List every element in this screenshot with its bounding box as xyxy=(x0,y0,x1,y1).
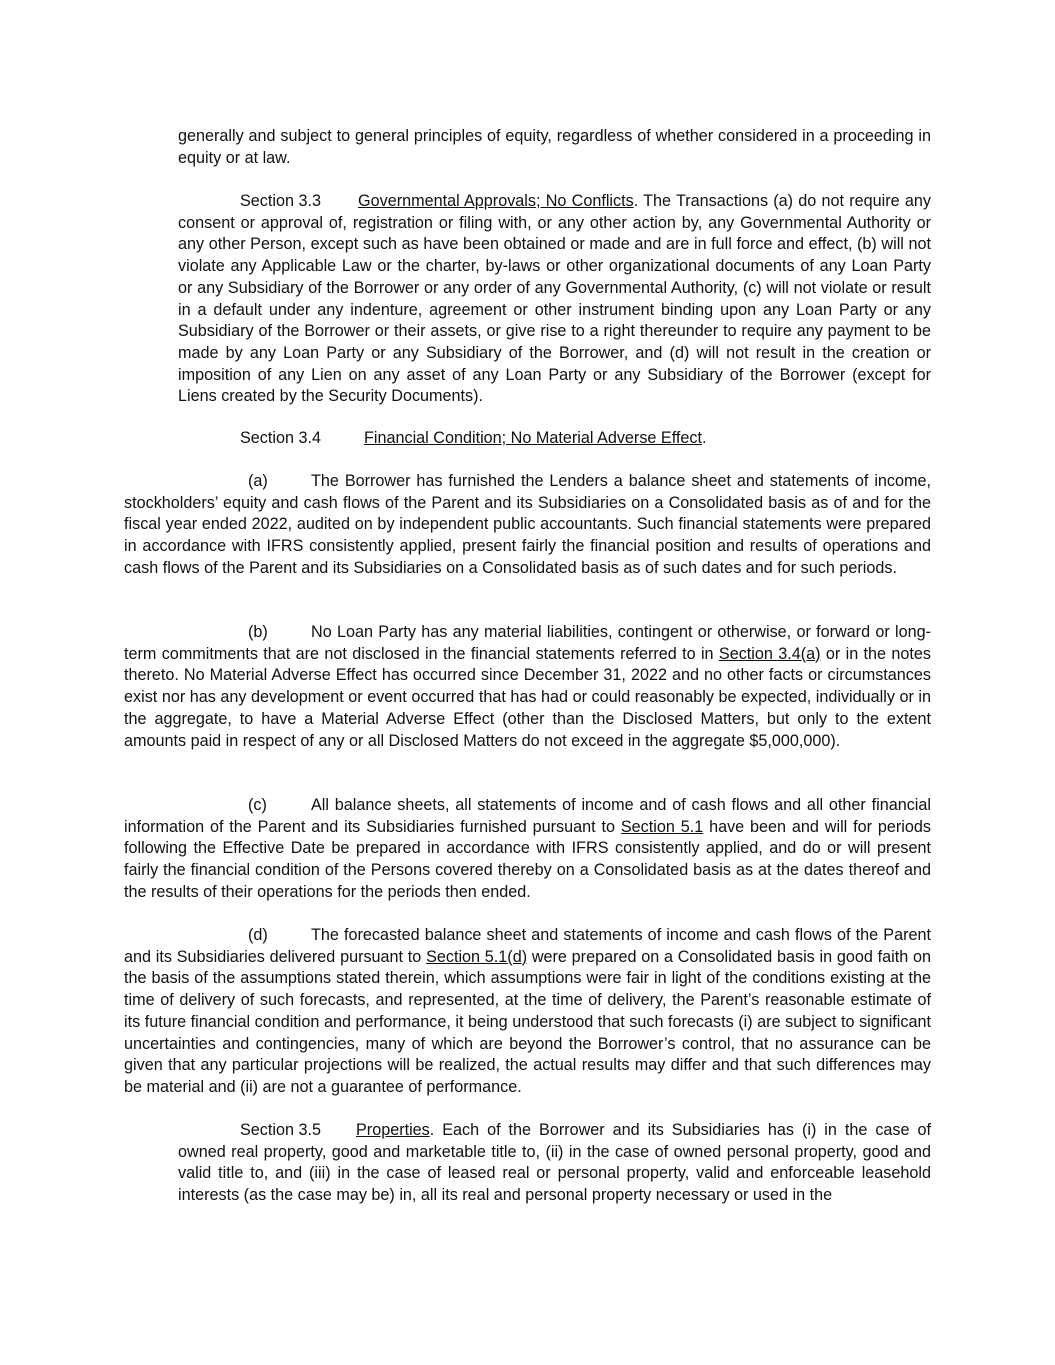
subsection-d xyxy=(124,925,931,1099)
paragraph-continuation xyxy=(178,126,931,169)
subsection-text: The Borrower has furnished the Lenders a balance sheet and statements of income, stockholders’ equity and cash flows of the Parent and its Subsidiaries on a Consolidated basis as of and for the fiscal year ended 2022, audited on by independent public accountants. Such financial statements were prepared in accordance with IFRS consistently applied, present fairly the financial position and results of operations and cash flows of the Parent and its Subsidiaries on a Consolidated basis as of such dates and for such periods. xyxy=(124,472,931,577)
subsection-label: (d) xyxy=(248,926,268,944)
section-heading: Properties xyxy=(356,1121,430,1139)
section-text: . The Transactions (a) do not require any consent or approval of, registration or filing with, or any other action by, any Governmental Authority or any other Person, except such as have been obtained or made and are in full force and effect, (b) will not violate any Applicable Law or the charter, by-laws or other organizational documents of any Loan Party or any Subsidiary of the Borrower or any order of any Governmental Authority, (c) will not violate or result in a default under any indenture, agreement or other instrument binding upon any Loan Party or any Subsidiary of the Borrower or their assets, or give rise to a right thereunder to require any payment to be made by any Loan Party or any Subsidiary of the Borrower, and (d) will not result in the creation or imposition of any Lien on any asset of any Loan Party or any Subsidiary of the Borrower (except for Liens created by the Security Documents). xyxy=(178,192,931,406)
section-number: Section 3.4 xyxy=(240,429,321,447)
subsection-text-before: The forecasted balance sheet and statements of income and cash flows of the Parent and its Subsidiaries delivered pursuant to xyxy=(124,926,931,966)
section-number: Section 3.5 xyxy=(240,1121,321,1139)
subsection-text-after: were prepared on a Consolidated basis in good faith on the basis of the assumptions stated therein, which assumptions were fair in light of the conditions existing at the time of delivery of such forecasts, and represented, at the time of delivery, the Parent’s reasonable estimate of its future financial condition and performance, it being understood that such forecasts (i) are subject to significant uncertainties and contingencies, many of which are beyond the Borrower’s control, that no assurance can be given that any particular projections will be realized, the actual results may differ and that such differences may be material and (ii) are not a guarantee of performance. xyxy=(124,947,931,1096)
section-3-5 xyxy=(178,1120,931,1207)
subsection-a xyxy=(124,471,931,580)
section-heading: Financial Condition; No Material Adverse Effect xyxy=(364,429,703,447)
subsection-label: (a) xyxy=(248,472,268,490)
cross-reference-link[interactable]: Section 5.1(d) xyxy=(426,947,528,966)
section-heading-tail: . xyxy=(702,429,707,447)
cross-reference-link[interactable]: Section 3.4(a) xyxy=(718,644,821,663)
subsection-label: (b) xyxy=(248,623,268,641)
continuation-text: generally and subject to general principles of equity, regardless of whether considered in a proceeding in equity or at law. xyxy=(178,127,931,167)
section-text: . Each of the Borrower and its Subsidiaries has (i) in the case of owned real property, good and marketable title to, (ii) in the case of owned personal property, good and valid title to, and (iii) in the case of leased real or personal property, valid and enforceable leasehold interests (as the case may be) in, all its real and personal property necessary or used in the xyxy=(178,1121,931,1205)
section-heading: Governmental Approvals; No Conflicts xyxy=(358,192,634,210)
subsection-c xyxy=(124,795,931,904)
section-number: Section 3.3 xyxy=(240,192,321,210)
section-3-3 xyxy=(178,191,931,408)
subsection-b xyxy=(124,622,931,752)
subsection-text-after: or in the notes thereto. No Material Adverse Effect has occurred since December 31, 2022 and no other facts or circumstances exist nor has any development or event occurred that has had or could reasonably be expected, individually or in the aggregate, to have a Material Adverse Effect (other than the Disclosed Matters, but only to the extent amounts paid in respect of any or all Disclosed Matters do not exceed in the aggregate $5,000,000). xyxy=(124,644,931,750)
subsection-text-after: have been and will for periods following the Effective Date be prepared in accordance with IFRS consistently applied, and do or will present fairly the financial condition of the Persons covered thereby on a Consolidated basis as at the dates thereof and the results of their operations for the periods then ended. xyxy=(124,817,931,901)
subsection-label: (c) xyxy=(248,796,267,814)
section-3-4 xyxy=(178,428,931,450)
subsection-text-before: All balance sheets, all statements of income and of cash flows and all other financial information of the Parent and its Subsidiaries furnished pursuant to xyxy=(124,796,931,836)
subsection-text-before: No Loan Party has any material liabilities, contingent or otherwise, or forward or long-term commitments that are not disclosed in the financial statements referred to in xyxy=(124,623,931,663)
cross-reference-link[interactable]: Section 5.1 xyxy=(620,817,704,836)
